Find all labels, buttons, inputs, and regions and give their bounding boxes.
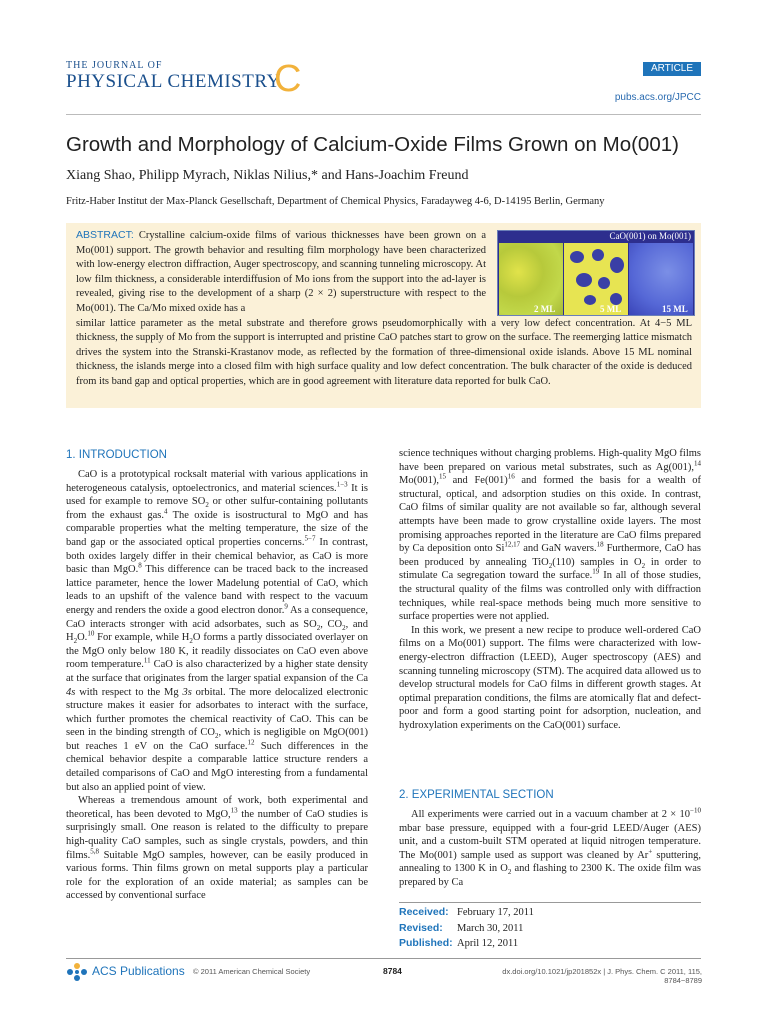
journal-logo-line1: THE JOURNAL OF: [66, 60, 163, 71]
revised-date: March 30, 2011: [457, 922, 524, 934]
acs-logo: [66, 962, 196, 982]
article-badge: ARTICLE: [643, 62, 701, 76]
abstract-lead: [76, 228, 486, 317]
toc-title: CaO(001) on Mo(001): [609, 231, 691, 241]
received-date: February 17, 2011: [457, 907, 534, 918]
toc-label-5ml: 5 ML: [600, 304, 622, 314]
publication-dates: [399, 905, 699, 952]
revised-label: Revised:: [399, 921, 443, 934]
intro-column-left: CaO is a prototypical rocksalt material with various applications in heterogeneous catalysis, optoelectronics, and material sciences.$^{1-3}$ It is used for example to remove $SO_2$ or other sulfur-containing pollutants from the exhaust gas.$^4$ The oxide is isostructural to MgO and has comparable properties what the melting temperature, the size of the band gap or the associated optical properties concerns.$^{5-7}$ In contrast, both oxides largely differ in their chemical behavior, as CaO is more basic than MgO.$^8$ This difference can be traced back to the increased lattice parameter, hence the lower Madelung potential of CaO, which leads to an upshift of the valence band with respect to the vacuum energy and renders the oxide a good electron donor.$^9$ As a consequence, CaO interacts stronger with acid adsorbates, such as $SO_2$, $CO_2$, and $H_2O.^{10}$ For example, while $H_2O$ forms a partly dissociated overlayer on the MgO only below 180 K, it readily dissociates on CaO even above room temperature.$^{11}$ CaO is also characterized by a higher state density at the surface that originates from the larger spatial expansion of the Ca 4s with respect to the Mg 3s orbital. The more delocalized electronic structure makes it easier for adsorbates to interact with the surface, which further promotes the chemical reactivity of CaO. This can be seen in the binding strength of $CO_2$, which is negligible on MgO(001) but reaches 1 eV on the CaO surface.$^{12}$ Such differences in the chemical behavior despite a comparable lattice structure renders a detailed comparisons of CaO and MgO interesting from a fundamental but also an applied point of view. Whereas a tremendous amount of work, both experimental and theoretical, has been devoted to MgO,$^{13}$ the number of CaO studies is surprisingly small. One reason is related to the difficulty to prepare high-quality CaO samples, such as single crystals, powders, and thin films.$^{5,8}$ Suitable MgO samples, however, can be easily produced in various forms. Thin films grown on metal supports play a particular role for the exploration of an oxide material; as samples can be accessed by conventional surface: [66, 469, 369, 902]
experimental-heading: 2. EXPERIMENTAL SECTION: [399, 789, 554, 801]
experimental-text: All experiments were carried out in a vacuum chamber at $2 \times 10^{-10}$ mbar base pressure, equipped with a four-grid LEED/Auger (AES) unit, and a custom-built STM operated at liquid nitrogen temperature. The Mo(001) sample used as support was cleaned by Ar+ sputtering, annealing to 1300 K in $O_2$ and flashing to 2300 K. The oxide film was prepared by Ca: [399, 806, 701, 888]
paper-authors: Xiang Shao, Philipp Myrach, Niklas Nilius,* and Hans-Joachim Freund: [66, 168, 469, 183]
paper-title: Growth and Morphology of Calcium-Oxide Films Grown on Mo(001): [66, 133, 679, 156]
abstract-label: ABSTRACT:: [76, 229, 134, 241]
page-number: 8784: [383, 966, 402, 976]
toc-label-15ml: 15 ML: [662, 304, 688, 314]
abstract-text-rest: similar lattice parameter as the metal substrate and therefore grows pseudomorphically with a very low defect concentration. At 4−5 ML thickness, the supply of Mo from the support is interrupted and pristine CaO patches start to grow on the surface. The reemerging lattice mismatch drives the system into the Stranski-Krastanov mode, as reflected by the formation of three-dimensional oxide islands. Above 15 ML nominal thickness, the islands merge into a closed film with high surface quality and low defect concentration. The bulk character of the oxide is deduced from its band gap and optical properties, which are in good agreement with literature data reported for bulk CaO.: [76, 317, 692, 387]
abstract-text-lead: Crystalline calcium-oxide films of various thicknesses have been grown on a Mo(001) support. The growth behavior and resulting film morphology have been characterized with low-energy electron diffraction, Auger spectroscopy, and scanning tunneling microscopy. At low film thickness, a considerable interdiffusion of Mo ions from the support into the ad-layer is revealed, giving rise to the development of a sharp (2 × 2) superstructure with respect to the Mo(001). The Ca/Mo mixed oxide has a: [76, 230, 486, 314]
received-label: Received:: [399, 906, 449, 918]
footer-doi-link[interactable]: dx.doi.org/10.1021/jp201852x | J. Phys. Chem. C 2011, 115, 8784−8789: [502, 967, 702, 985]
acs-publisher-name: ACS Publications: [92, 964, 185, 978]
toc-label-2ml: 2 ML: [534, 304, 556, 314]
intro-heading: 1. INTRODUCTION: [66, 449, 167, 461]
header-divider: [66, 114, 701, 115]
acs-hexagon-icon: [66, 962, 88, 982]
intro-column-right: science techniques without charging problems. High-quality MgO films have been prepared on various metal substrates, such as Ag(001),$^{14}$ Mo(001),$^{15}$ and $Fe(001)^{16}$ and formed the basis for a wealth of structural, optical, and adsorption studies on this oxide. In contrast, CaO films of similar quality are not available so far, although several attempts have been made to grow crystalline oxide layers. The most promising approaches reported in the literature are CaO films prepared by Ca deposition onto Si$^{12,17}$ and GaN wavers.$^{18}$ Furthermore, CaO has been produced by annealing TiO$_2$(110) samples in $O_2$ in order to stimulate Ca segregation toward the surface.$^{19}$ In all of those studies, the structural quality of the films was controlled only with diffraction techniques, while real-space methods being much more sensitive to surface properties were not applied. In this work, we present a new recipe to produce well-ordered CaO films on a Mo(001) support. The films were characterized with low-energy-electron diffraction (LEED), Auger spectroscopy (AES) and scanning tunneling microscopy (STM). The acquired data allowed us to develop structural models for CaO films in different growth stages. At optimal preparation conditions, the films are atomically flat and defect-poor and form a good starting point for adsorption, nucleation, and hydroxylation experiments on the CaO(001) surface.: [399, 448, 702, 731]
paper-affiliation: Fritz-Haber Institut der Max-Planck Gesellschaft, Department of Chemical Physics, Faradayweg 4-6, D-14195 Berlin, Germany: [66, 196, 605, 207]
published-label: Published:: [399, 937, 453, 949]
journal-url-link[interactable]: pubs.acs.org/JPCC: [614, 92, 701, 103]
toc-graphic: [497, 230, 695, 316]
published-date: April 12, 2011: [457, 938, 519, 949]
dates-divider: [399, 902, 701, 903]
footer-copyright: © 2011 American Chemical Society: [193, 967, 311, 976]
journal-logo-letter: C: [274, 58, 302, 100]
journal-logo-line2: PHYSICAL CHEMISTRY: [66, 71, 281, 92]
footer-divider: [66, 958, 701, 959]
journal-logo: [66, 58, 302, 100]
